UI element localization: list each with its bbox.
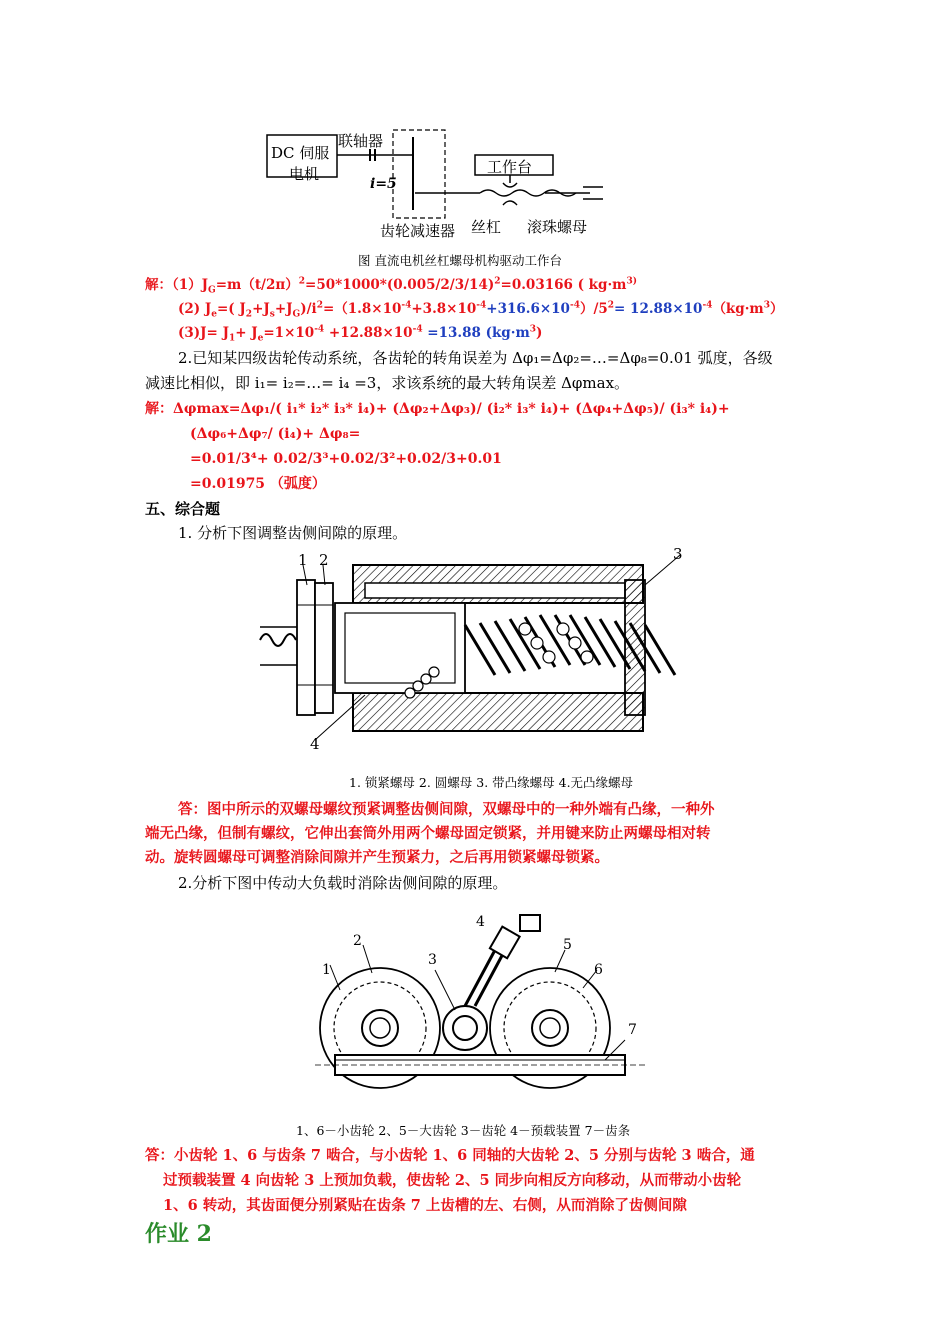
- coupling-label: 联轴器: [338, 132, 384, 150]
- solution2-line1: 解：Δφmax=Δφ₁/( i₁* i₂* i₃* i₄)+ (Δφ₂+Δφ₃)/ (i₂* i₃* i₄)+ (Δφ₄+Δφ₅)/ (i₃* i₄)+: [145, 401, 730, 417]
- answer1-line1: 答：图中所示的双螺母螺纹预紧调整齿侧间隙，双螺母中的一种外端有凸缘，一种外: [178, 801, 715, 818]
- solution2-line3: =0.01/3⁴+ 0.02/3³+0.02/3²+0.02/3+0.01: [190, 451, 502, 467]
- section5-title: 五、综合题: [145, 500, 221, 518]
- motor-label-2: 电机: [289, 165, 320, 183]
- nut-label: 滚珠螺母: [527, 218, 588, 236]
- section5-question1: 1. 分析下图调整齿侧间隙的原理。: [178, 524, 408, 542]
- fig2-label-4: 4: [476, 914, 485, 930]
- answer2-line1: 答：小齿轮 1、6 与齿条 7 啮合，与小齿轮 1、6 同轴的大齿轮 2、5 分别与齿轮 3 啮合，通: [145, 1147, 755, 1164]
- fig1-label-2: 2: [319, 551, 329, 569]
- gear-rack-figure: [315, 910, 645, 1110]
- question2-line1: 2.已知某四级齿轮传动系统，各齿轮的转角误差为 Δφ₁=Δφ₂=…=Δφ₈=0.01 弧度，各级: [178, 349, 773, 367]
- fig2-label-2: 2: [353, 933, 362, 949]
- fig2-label-5: 5: [563, 937, 572, 953]
- solution1-line1: 解：$(1)J_G=m(t/2\pi)^2=50*1000*(0.005/2/3/14)^2=0.03166$ ( $kg\cdot m^{3)}$: [145, 276, 637, 296]
- ratio-label: i=5: [370, 176, 397, 192]
- fig1-caption: 1. 锁紧螺母 2. 圆螺母 3. 带凸缘螺母 4.无凸缘螺母: [349, 775, 634, 790]
- worktable-label: 工作台: [487, 158, 533, 176]
- fig2-label-3: 3: [428, 952, 437, 968]
- solution1-line2: (2) $J_e=$( $J_2+J_s+J_G)/i^2=(1.8\times 10^{-4}+3.8\times 10^{-4}+316.6\times 10^{-4})/5^2= 12.88\times 10^{-4}(kg\cdot m^3)$: [178, 300, 784, 320]
- solution1-line3: $(3)J= J_1+ J_e=1\times 10^{-4} +12.88\times 10^{-4} =13.88$ $(kg\cdot m^3)$: [178, 324, 543, 344]
- fig2-label-1: 1: [322, 962, 331, 978]
- solution2-line4: =0.01975 （弧度）: [190, 476, 326, 492]
- answer2-line3: 1、6 转动，其齿面便分别紧贴在齿条 7 上齿槽的左、右侧，从而消除了齿侧间隙: [163, 1197, 687, 1214]
- gearbox-label: 齿轮减速器: [380, 222, 456, 240]
- screw-label: 丝杠: [471, 218, 502, 236]
- fig1-label-1: 1: [298, 551, 308, 569]
- question2-line2: 减速比相似，即 i₁= i₂=…= i₄ =3，求该系统的最大转角误差 Δφmax。: [145, 374, 630, 392]
- section5-question2: 2.分析下图中传动大负载时消除齿侧间隙的原理。: [178, 874, 508, 892]
- solution2-line2: (Δφ₆+Δφ₇/ (i₄)+ Δφ₈=: [190, 426, 361, 442]
- fig2-label-7: 7: [628, 1022, 637, 1038]
- homework-heading: 作业 2: [145, 1221, 212, 1247]
- diagram1-caption: 图 直流电机丝杠螺母机构驱动工作台: [358, 253, 562, 268]
- answer1-line3: 动。旋转圆螺母可调整消除间隙并产生预紧力，之后再用锁紧螺母锁紧。: [145, 849, 609, 866]
- answer1-line2: 端无凸缘，但制有螺纹，它伸出套筒外用两个螺母固定锁紧，并用键来防止两螺母相对转: [145, 825, 711, 842]
- motor-label: DC 伺服: [271, 144, 330, 162]
- fig1-label-4: 4: [310, 735, 320, 753]
- fig2-label-6: 6: [594, 962, 603, 978]
- ballscrew-figure: [255, 545, 695, 755]
- fig1-label-3: 3: [673, 545, 683, 563]
- answer2-line2: 过预载装置 4 向齿轮 3 上预加负载，使齿轮 2、5 同步向相反方向移动，从而带动小齿轮: [163, 1172, 742, 1189]
- fig2-caption: 1、6－小齿轮 2、5－大齿轮 3－齿轮 4－预载装置 7－齿条: [296, 1123, 631, 1138]
